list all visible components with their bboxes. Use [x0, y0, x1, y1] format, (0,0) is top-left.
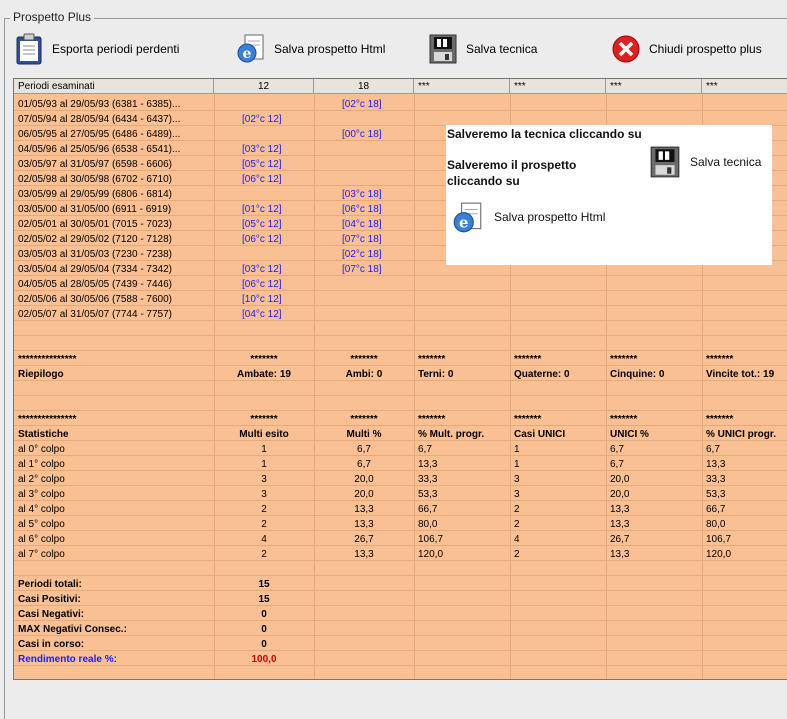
separator-stars: *******	[350, 354, 378, 365]
close-prospect-label: Chiudi prospetto plus	[649, 42, 762, 56]
period-c12: [03°c 12]	[242, 144, 282, 155]
grid-row-line	[14, 350, 787, 351]
popup-line2b: cliccando su	[447, 174, 520, 188]
riepilogo-quaterne: Quaterne: 0	[514, 369, 570, 380]
separator-stars: *******	[706, 354, 734, 365]
stat-multi-pct: 6,7	[357, 444, 371, 455]
period-label: 02/05/06 al 30/05/06 (7588 - 7600)	[18, 294, 173, 305]
riepilogo-cinquine: Cinquine: 0	[610, 369, 665, 380]
stat-casi-unici: 4	[514, 534, 520, 545]
stat-unici-progr: 33,3	[706, 474, 726, 485]
stat-casi-unici: 3	[514, 489, 520, 500]
stat-header-multi-esito: Multi esito	[239, 429, 289, 440]
popup-save-technique-label: Salva tecnica	[690, 155, 762, 169]
stat-casi-unici: 1	[514, 459, 520, 470]
period-label: 06/05/95 al 27/05/95 (6486 - 6489)...	[18, 129, 181, 140]
separator-stars: *******	[610, 354, 638, 365]
summary-value: 0	[261, 639, 267, 650]
period-c12: [01°c 12]	[242, 204, 282, 215]
group-title: Prospetto Plus	[10, 10, 94, 24]
stat-header-casi-unici: Casi UNICI	[514, 429, 566, 440]
close-prospect-button[interactable]	[611, 32, 762, 66]
popup-line1: Salveremo la tecnica cliccando su	[447, 127, 642, 141]
period-label: 03/05/00 al 31/05/00 (6911 - 6919)	[18, 204, 172, 215]
stat-unici-progr: 13,3	[706, 459, 726, 470]
stat-multi-pct: 20,0	[354, 474, 374, 485]
grid-row-line	[14, 620, 787, 621]
period-label: 04/05/96 al 25/05/96 (6538 - 6541)...	[18, 144, 181, 155]
grid-row-line	[14, 575, 787, 576]
riepilogo-ambate: Ambate: 19	[237, 369, 291, 380]
export-losing-periods-button[interactable]	[14, 32, 179, 66]
stat-mult-progr: 106,7	[418, 534, 444, 545]
summary-label: Casi Positivi:	[18, 594, 81, 605]
grid-column-line	[414, 95, 415, 679]
column-header-6[interactable]: ***	[702, 79, 787, 94]
stat-row-label: al 4° colpo	[18, 504, 65, 515]
separator-stars: *******	[418, 414, 446, 425]
stat-multi-esito: 2	[261, 549, 267, 560]
stat-unici-pct: 6,7	[610, 459, 624, 470]
summary-label-rendimento: Rendimento reale %:	[18, 654, 117, 665]
svg-text:e: e	[459, 213, 469, 232]
period-c12: [06°c 12]	[242, 279, 282, 290]
stat-unici-pct: 20,0	[610, 474, 630, 485]
period-c12: [02°c 12]	[242, 114, 282, 125]
summary-label: Casi Negativi:	[18, 609, 85, 620]
html-document-icon	[452, 201, 484, 235]
stat-unici-progr: 6,7	[706, 444, 720, 455]
save-technique-button[interactable]	[428, 32, 537, 66]
stat-header-label: Statistiche	[18, 429, 69, 440]
grid-row-line	[14, 395, 787, 396]
stat-unici-pct: 13,3	[610, 549, 630, 560]
period-label: 03/05/04 al 29/05/04 (7334 - 7342)	[18, 264, 173, 275]
column-header-4[interactable]: ***	[510, 79, 606, 94]
stat-multi-pct: 6,7	[357, 459, 371, 470]
period-label: 03/05/03 al 31/05/03 (7230 - 7238)	[18, 249, 173, 260]
stat-row-label: al 5° colpo	[18, 519, 65, 530]
separator-stars: *******	[418, 354, 446, 365]
stat-multi-esito: 2	[261, 504, 267, 515]
stat-row-label: al 0° colpo	[18, 444, 65, 455]
summary-value-rendimento: 100,0	[251, 654, 277, 665]
stat-casi-unici: 2	[514, 549, 520, 560]
stat-header-unici-progr: % UNICI progr.	[706, 429, 777, 440]
summary-label: Casi in corso:	[18, 639, 85, 650]
stat-row-label: al 7° colpo	[18, 549, 65, 560]
grid-row-line	[14, 650, 787, 651]
riepilogo-ambi: Ambi: 0	[345, 369, 383, 380]
period-label: 02/05/02 al 29/05/02 (7120 - 7128)	[18, 234, 173, 245]
grid-column-line	[314, 95, 315, 679]
stat-casi-unici: 2	[514, 519, 520, 530]
period-c18: [07°c 18]	[342, 234, 382, 245]
riepilogo-label: Riepilogo	[18, 369, 64, 380]
separator-stars: *******	[250, 414, 278, 425]
separator-stars: *******	[250, 354, 278, 365]
clipboard-icon	[14, 33, 44, 65]
stat-mult-progr: 80,0	[418, 519, 438, 530]
grid-row-line	[14, 665, 787, 666]
period-label: 01/05/93 al 29/05/93 (6381 - 6385)...	[18, 99, 181, 110]
separator-stars: *******	[706, 414, 734, 425]
help-popup	[446, 125, 772, 265]
stat-row-label: al 6° colpo	[18, 534, 65, 545]
period-c12: [06°c 12]	[242, 234, 282, 245]
stat-unici-progr: 53,3	[706, 489, 726, 500]
stat-multi-pct: 26,7	[354, 534, 374, 545]
period-label: 02/05/98 al 30/05/98 (6702 - 6710)	[18, 174, 173, 185]
popup-line2a: Salveremo il prospetto	[447, 158, 577, 172]
stat-mult-progr: 120,0	[418, 549, 444, 560]
stat-multi-esito: 4	[261, 534, 267, 545]
stat-mult-progr: 53,3	[418, 489, 438, 500]
grid-row-line	[14, 335, 787, 336]
period-c18: [07°c 18]	[342, 264, 382, 275]
period-c12: [10°c 12]	[242, 294, 282, 305]
stat-unici-progr: 80,0	[706, 519, 726, 530]
film-floppy-icon	[428, 33, 458, 65]
stat-unici-pct: 6,7	[610, 444, 624, 455]
stat-multi-pct: 13,3	[354, 519, 374, 530]
stat-mult-progr: 66,7	[418, 504, 438, 515]
period-c18: [00°c 18]	[342, 129, 382, 140]
period-c18: [04°c 18]	[342, 219, 382, 230]
summary-label: MAX Negativi Consec.:	[18, 624, 127, 635]
grid-row-line	[14, 605, 787, 606]
period-c12: [06°c 12]	[242, 174, 282, 185]
column-header-5[interactable]: ***	[606, 79, 702, 94]
summary-label: Periodi totali:	[18, 579, 82, 590]
riepilogo-terni: Terni: 0	[418, 369, 454, 380]
period-c12: [03°c 12]	[242, 264, 282, 275]
popup-save-technique[interactable]	[649, 145, 681, 184]
separator-stars: *******	[514, 354, 542, 365]
stat-mult-progr: 33,3	[418, 474, 438, 485]
popup-save-html[interactable]	[452, 201, 484, 240]
period-label: 02/05/07 al 31/05/07 (7744 - 7757)	[18, 309, 173, 320]
summary-value: 0	[261, 609, 267, 620]
separator-stars: *******	[350, 414, 378, 425]
summary-value: 0	[261, 624, 267, 635]
stat-row-label: al 3° colpo	[18, 489, 65, 500]
separator-stars: *******	[514, 414, 542, 425]
riepilogo-vincite: Vincite tot.: 19	[706, 369, 775, 380]
period-c12: [04°c 12]	[242, 309, 282, 320]
stat-unici-progr: 106,7	[706, 534, 732, 545]
column-header-3[interactable]: ***	[414, 79, 510, 94]
stat-multi-esito: 3	[261, 489, 267, 500]
stat-mult-progr: 13,3	[418, 459, 438, 470]
stat-multi-esito: 1	[261, 459, 267, 470]
summary-value: 15	[258, 594, 270, 605]
html-document-icon	[236, 33, 266, 65]
stat-header-mult-progr: % Mult. progr.	[418, 429, 485, 440]
stat-unici-pct: 26,7	[610, 534, 630, 545]
stat-multi-esito: 2	[261, 519, 267, 530]
stat-multi-pct: 20,0	[354, 489, 374, 500]
popup-save-html-label: Salva prospetto Html	[494, 210, 606, 224]
stat-mult-progr: 6,7	[418, 444, 432, 455]
grid-row-line	[14, 410, 787, 411]
column-header-periods[interactable]: Periodi esaminati	[14, 79, 214, 94]
period-c18: [02°c 18]	[342, 99, 382, 110]
stat-unici-pct: 13,3	[610, 519, 630, 530]
period-label: 02/05/01 al 30/05/01 (7015 - 7023)	[18, 219, 173, 230]
stat-multi-esito: 1	[261, 444, 267, 455]
period-c18: [06°c 18]	[342, 204, 382, 215]
column-header-12[interactable]: 12	[214, 79, 314, 94]
separator-stars: *******	[610, 414, 638, 425]
stat-header-multi-pct: Multi %	[346, 429, 382, 440]
summary-value: 15	[258, 579, 270, 590]
separator-stars: ***************	[18, 414, 77, 425]
stat-casi-unici: 1	[514, 444, 520, 455]
period-c18: [03°c 18]	[342, 189, 382, 200]
period-c18: [02°c 18]	[342, 249, 382, 260]
stat-multi-pct: 13,3	[354, 549, 374, 560]
save-technique-label: Salva tecnica	[466, 42, 538, 56]
export-losing-periods-label: Esporta periodi perdenti	[52, 42, 180, 56]
close-icon	[611, 33, 641, 65]
stat-unici-pct: 13,3	[610, 504, 630, 515]
period-c12: [05°c 12]	[242, 219, 282, 230]
svg-text:e: e	[242, 46, 252, 62]
separator-stars: ***************	[18, 354, 77, 365]
period-label: 03/05/97 al 31/05/97 (6598 - 6606)	[18, 159, 173, 170]
save-html-label: Salva prospetto Html	[274, 42, 386, 56]
stat-row-label: al 1° colpo	[18, 459, 65, 470]
stat-row-label: al 2° colpo	[18, 474, 65, 485]
stat-casi-unici: 3	[514, 474, 520, 485]
stat-unici-pct: 20,0	[610, 489, 630, 500]
stat-unici-progr: 66,7	[706, 504, 726, 515]
stat-multi-esito: 3	[261, 474, 267, 485]
column-header-18[interactable]: 18	[314, 79, 414, 94]
grid-row-line	[14, 590, 787, 591]
save-html-button[interactable]	[236, 32, 385, 66]
stat-multi-pct: 13,3	[354, 504, 374, 515]
stat-casi-unici: 2	[514, 504, 520, 515]
period-label: 03/05/99 al 29/05/99 (6806 - 6814)	[18, 189, 173, 200]
stat-unici-progr: 120,0	[706, 549, 732, 560]
film-floppy-icon	[649, 145, 681, 179]
stat-header-unici-pct: UNICI %	[610, 429, 649, 440]
grid-row-line	[14, 635, 787, 636]
period-label: 04/05/05 al 28/05/05 (7439 - 7446)	[18, 279, 173, 290]
period-label: 07/05/94 al 28/05/94 (6434 - 6437)...	[18, 114, 181, 125]
period-c12: [05°c 12]	[242, 159, 282, 170]
